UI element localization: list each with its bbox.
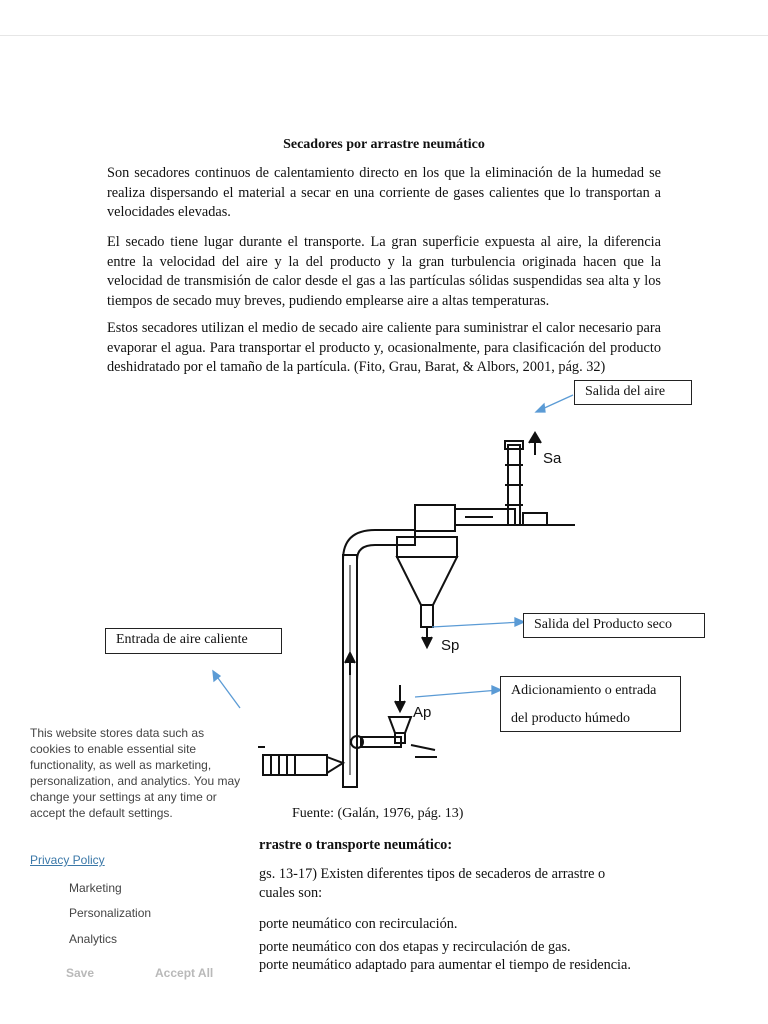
top-divider [0,35,768,36]
marker-ap: Ap [413,704,432,721]
cyclone-cone [397,557,457,605]
list-item: porte neumático con dos etapas y recirculación de gas. [259,939,571,955]
accept-all-button[interactable]: Accept All [155,966,214,980]
label-adicionamiento-line2: del producto húmedo [511,711,630,726]
section-paragraph-line1: gs. 13-17) Existen diferentes tipos de secaderos de arrastre o [259,866,606,882]
marker-sp: Sp [441,637,460,654]
list-item: porte neumático adaptado para aumentar el tiempo de residencia. [259,957,631,973]
save-button[interactable]: Save [66,966,95,980]
section-heading: rrastre o transporte neumático: [259,837,453,853]
list-item: porte neumático con recirculación. [259,916,458,932]
section-paragraph-line2: cuales son: [259,885,323,901]
label-adicionamiento [500,676,681,732]
cookie-banner [0,716,258,1024]
exhaust-duct [415,505,455,531]
feed-hopper [389,717,411,733]
figure-caption: Fuente: (Galán, 1976, pág. 13) [292,806,464,821]
pref-personalization[interactable]: Personalization [69,906,152,920]
label-salida-aire: Salida del aire [574,380,692,405]
cookie-text: This website stores data such as cookies to enable essential site functionality, as well as marketing, personalization, and analytics. You may change your settings at any time or accept the default settings. [30,726,241,820]
label-adicionamiento-line1: Adicionamiento o entrada [511,683,657,698]
label-salida-producto: Salida del Producto seco [523,613,705,638]
pref-analytics[interactable]: Analytics [69,932,118,946]
document-title: Secadores por arrastre neumático [283,137,485,152]
pref-marketing[interactable]: Marketing [69,881,122,895]
paragraph-1: Son secadores continuos de calentamiento directo en los que la eliminación de la humedad se realiza dispersando el material a secar en una corriente de gases calientes que lo transportan a velocidades elevadas. [107,165,661,220]
paragraph-2: El secado tiene lugar durante el transporte. La gran superficie expuesta al aire, la diferencia entre la velocidad del aire y la del producto y la gran turbulencia originada hacen que la velocidad de transmisión de calor desde el gas a las partículas sólidas suspendidas sea alta y los tiempos de secado muy breves, pudiendo emplearse aire a altas temperaturas. [107,234,661,309]
marker-sa: Sa [543,450,562,467]
privacy-policy-link[interactable]: Privacy Policy [30,853,105,867]
paragraph-3: Estos secadores utilizan el medio de secado aire caliente para suministrar el calor necesario para evaporar el agua. Para transportar el producto y, ocasionalmente, para clasificación del producto deshidratado por el tamaño de la partícula. (Fito, Grau, Barat, & Albors, 2001, pág. 32) [107,320,661,375]
cyclone-top [397,537,457,557]
label-entrada-aire: Entrada de aire caliente [105,628,282,654]
